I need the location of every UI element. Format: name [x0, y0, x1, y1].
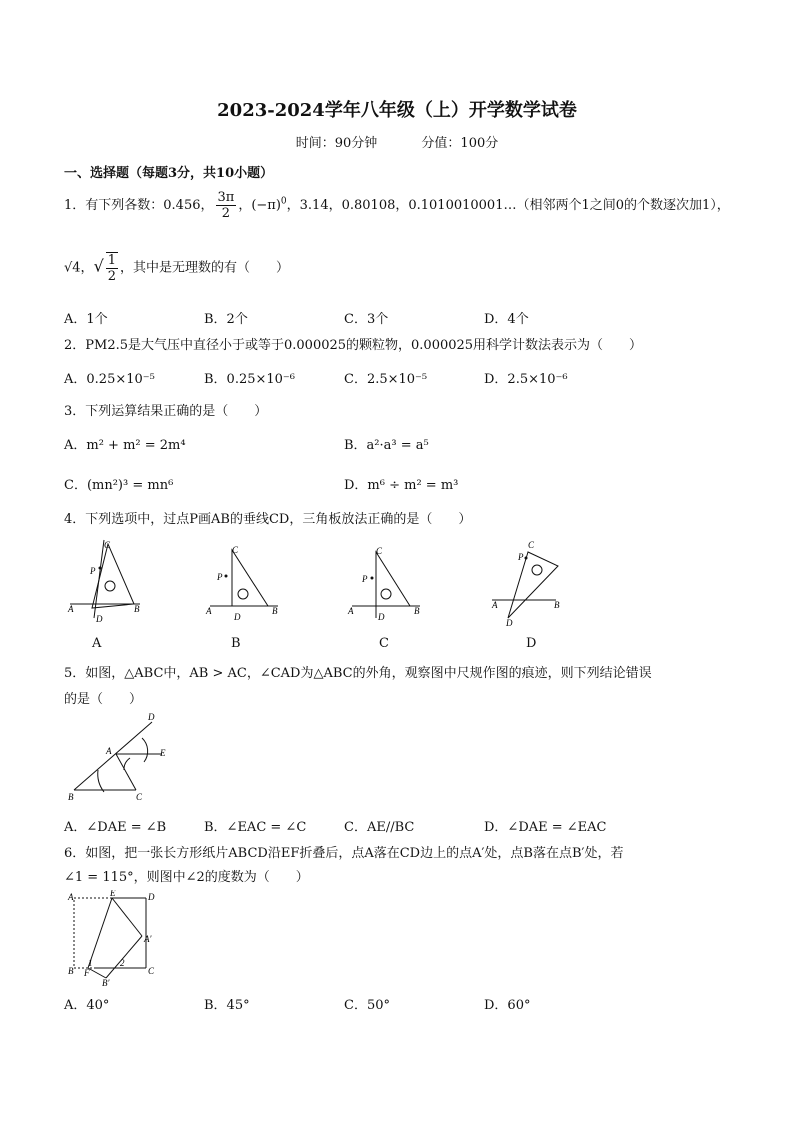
svg-text:D: D	[378, 612, 385, 622]
page-title: 2023-2024学年八年级（上）开学数学试卷	[217, 100, 577, 121]
sqrt-fraction: $\frac{1}{2}$	[107, 253, 117, 284]
q1-option-d[interactable]: D．4个	[484, 312, 529, 327]
svg-text:B′: B′	[102, 978, 110, 988]
question-6-line-2: ∠1 = 115°，则图中∠2的度数为（ ）	[64, 870, 309, 885]
svg-text:A: A	[492, 600, 498, 610]
svg-text:P: P	[518, 552, 524, 562]
svg-text:E: E	[160, 748, 166, 758]
q4-label-d[interactable]: D	[526, 636, 537, 651]
svg-text:D: D	[234, 612, 241, 622]
svg-text:C: C	[376, 546, 383, 556]
q4-label-a[interactable]: A	[92, 636, 102, 651]
svg-text:A: A	[348, 606, 354, 616]
svg-text:D: D	[148, 712, 155, 722]
q3-option-c[interactable]: C．(mn²)³ = mn⁶	[64, 478, 174, 493]
question-4: 4．下列选项中，过点P画AB的垂线CD，三角板放法正确的是（ ）	[64, 512, 472, 527]
svg-text:F: F	[84, 968, 90, 978]
svg-text:A: A	[68, 892, 74, 902]
q5-figure	[64, 712, 184, 804]
question-1-line-1: 1．有下列各数：0.456， $\frac{3\pi}{2}$ ，$(-\pi)^0$，3.14，0.80108，0.1010010001…（相邻两个1之间0的个数逐次加1），	[64, 190, 730, 221]
q5-option-d[interactable]: D．∠DAE = ∠EAC	[484, 820, 607, 835]
svg-text:C: C	[232, 545, 239, 555]
exam-meta	[0, 132, 794, 151]
q4-label-b[interactable]: B	[231, 636, 241, 651]
q5-option-b[interactable]: B．∠EAC = ∠C	[204, 820, 307, 835]
svg-text:2: 2	[120, 958, 125, 968]
svg-text:B: B	[68, 966, 74, 976]
question-5-line-2: 的是（ ）	[64, 692, 143, 707]
exam-time: 时间：90分钟	[295, 136, 378, 151]
q3-option-b[interactable]: B．a²·a³ = a⁵	[344, 438, 429, 453]
svg-text:1: 1	[88, 958, 93, 968]
svg-text:P: P	[362, 574, 368, 584]
svg-text:A′: A′	[144, 934, 152, 944]
svg-text:A: A	[106, 746, 112, 756]
fraction-3pi-over-2: $\frac{3\pi}{2}$	[217, 190, 235, 221]
q5-option-c[interactable]: C．AE//BC	[344, 820, 415, 835]
svg-text:B: B	[272, 606, 278, 616]
svg-text:P: P	[90, 566, 96, 576]
q3-option-d[interactable]: D．m⁶ ÷ m² = m³	[344, 478, 459, 493]
q4-label-c[interactable]: C	[379, 636, 389, 651]
question-2: 2．PM2.5是大气压中直径小于或等于0.000025的颗粒物，0.000025用科学计数法表示为（ ）	[64, 338, 643, 353]
svg-text:D: D	[148, 892, 155, 902]
svg-text:D: D	[506, 618, 513, 628]
q2-option-b[interactable]: B．0.25×10⁻⁶	[204, 372, 296, 387]
svg-text:C: C	[148, 966, 155, 976]
q4-figure-b	[205, 545, 278, 622]
svg-text:C: C	[528, 540, 535, 550]
svg-text:C: C	[104, 540, 111, 550]
q6-option-d[interactable]: D．60°	[484, 998, 531, 1013]
q2-option-d[interactable]: D．2.5×10⁻⁶	[484, 372, 568, 387]
q1-option-b[interactable]: B．2个	[204, 312, 248, 327]
svg-text:B: B	[68, 792, 74, 802]
q4-figure-a	[67, 540, 140, 624]
q5-option-a[interactable]: A．∠DAE = ∠B	[64, 820, 167, 835]
q6-option-b[interactable]: B．45°	[204, 998, 250, 1013]
q6-figure	[64, 890, 164, 990]
section-heading: 一、选择题（每题3分，共10小题）	[64, 166, 274, 181]
question-6-line-1: 6．如图，把一张长方形纸片ABCD沿EF折叠后，点A落在CD边上的点A′处，点B落在点B′处，若	[64, 846, 624, 861]
svg-text:P: P	[217, 572, 223, 582]
q4-figures	[60, 536, 580, 628]
svg-text:A: A	[206, 606, 212, 616]
q6-option-a[interactable]: A．40°	[64, 998, 110, 1013]
svg-text:C: C	[136, 792, 143, 802]
q2-option-a[interactable]: A．0.25×10⁻⁵	[64, 372, 155, 387]
q2-option-c[interactable]: C．2.5×10⁻⁵	[344, 372, 428, 387]
svg-text:E: E	[110, 890, 116, 898]
question-3: 3．下列运算结果正确的是（ ）	[64, 404, 268, 419]
q4-figure-c	[347, 546, 420, 622]
svg-text:B: B	[414, 606, 420, 616]
svg-text:D: D	[96, 614, 103, 624]
q1-option-a[interactable]: A．1个	[64, 312, 108, 327]
exam-score: 分值：100分	[421, 136, 499, 151]
q1-option-c[interactable]: C．3个	[344, 312, 389, 327]
svg-text:B: B	[554, 600, 560, 610]
q3-option-a[interactable]: A．m² + m² = 2m⁴	[64, 438, 186, 453]
svg-text:A: A	[68, 604, 74, 614]
q6-option-c[interactable]: C．50°	[344, 998, 390, 1013]
q4-figure-d	[491, 540, 560, 628]
question-1-line-2: √4，√ $\frac{1}{2}$ ，其中是无理数的有（ ）	[64, 253, 290, 284]
question-5-line-1: 5．如图，△ABC中，AB > AC，∠CAD为△ABC的外角，观察图中尺规作图的痕迹，则下列结论错误	[64, 666, 652, 681]
svg-text:B: B	[134, 604, 140, 614]
